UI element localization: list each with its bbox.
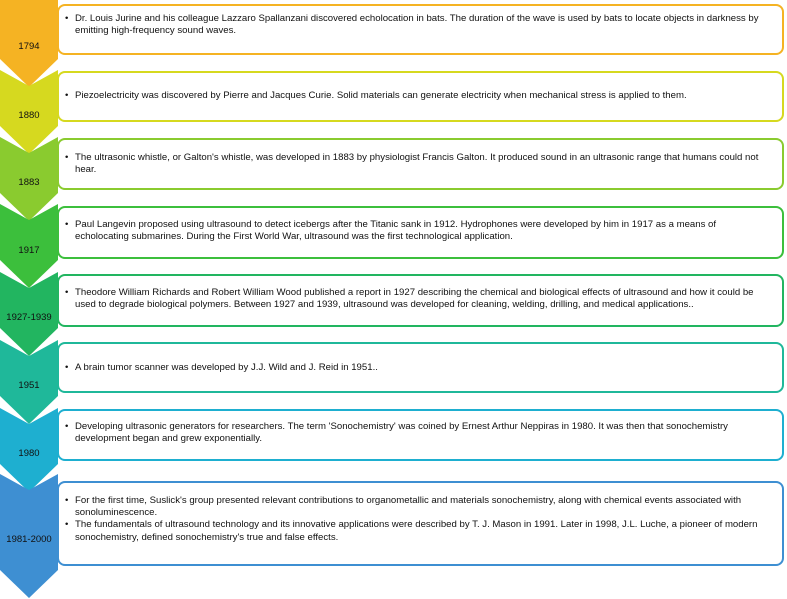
year-label: 1951 [18, 380, 40, 391]
event-card [57, 481, 784, 566]
event-bullet-list [65, 13, 768, 37]
event-bullet: • Paul Langevin proposed using ultrasound to detect icebergs after the Titanic sank in 1912. Hydrophones were developed by him in 1917 as a means of echolocating submarines. During the First World War, ultrasound was the first technological application. [65, 219, 768, 243]
event-bullet-list [65, 90, 768, 102]
event-bullet: • The ultrasonic whistle, or Galton's whistle, was developed in 1883 by physiologist Francis Galton. It produced sound in an ultrasonic range that humans could not hear. [65, 152, 768, 176]
event-card [57, 342, 784, 393]
event-card [57, 4, 784, 55]
event-card [57, 138, 784, 190]
event-bullet-list [65, 287, 768, 311]
year-label: 1794 [18, 41, 40, 52]
event-bullet: • Dr. Louis Jurine and his colleague Lazzaro Spallanzani discovered echolocation in bats. The duration of the wave is used by bats to locate objects in darkness by emitting high-frequency sound waves. [65, 13, 768, 37]
year-label: 1880 [18, 110, 40, 121]
event-bullet: • Developing ultrasonic generators for researchers. The term 'Sonochemistry' was coined by Ernest Arthur Neppiras in 1980. It was then that sonochemistry development began and grew exponentially. [65, 421, 768, 445]
year-label: 1981-2000 [6, 534, 52, 545]
event-bullet-list [65, 421, 768, 445]
year-label: 1883 [18, 177, 40, 188]
year-label: 1917 [18, 245, 40, 256]
event-bullet-list [65, 219, 768, 243]
year-label: 1927-1939 [6, 312, 52, 323]
event-card [57, 274, 784, 327]
event-bullet: • A brain tumor scanner was developed by J.J. Wild and J. Reid in 1951.. [65, 362, 768, 374]
event-bullet-list [65, 495, 768, 544]
event-bullet: • Theodore William Richards and Robert William Wood published a report in 1927 describing the chemical and biological effects of ultrasound and how it could be used to degrade biological polymers. Between 1927 and 1939, ultrasound was developed for cleaning, welding, drilling, and medical applications.. [65, 287, 768, 311]
event-bullet: • Piezoelectricity was discovered by Pierre and Jacques Curie. Solid materials can generate electricity when mechanical stress is applied to them. [65, 90, 768, 102]
event-bullet-list [65, 362, 768, 374]
event-bullet: • For the first time, Suslick's group presented relevant contributions to organometallic and materials sonochemistry, along with chemical events associated with sonoluminescence. [65, 495, 768, 519]
event-bullet: • The fundamentals of ultrasound technology and its innovative applications were described by T. J. Mason in 1991. Later in 1998, J.L. Luche, a pioneer of modern sonochemistry, defined sonochemistry's true and false effects. [65, 519, 768, 543]
event-bullet-list [65, 152, 768, 176]
event-card [57, 71, 784, 122]
year-label: 1980 [18, 448, 40, 459]
timeline-row [0, 474, 787, 598]
event-card [57, 206, 784, 259]
event-card [57, 409, 784, 461]
